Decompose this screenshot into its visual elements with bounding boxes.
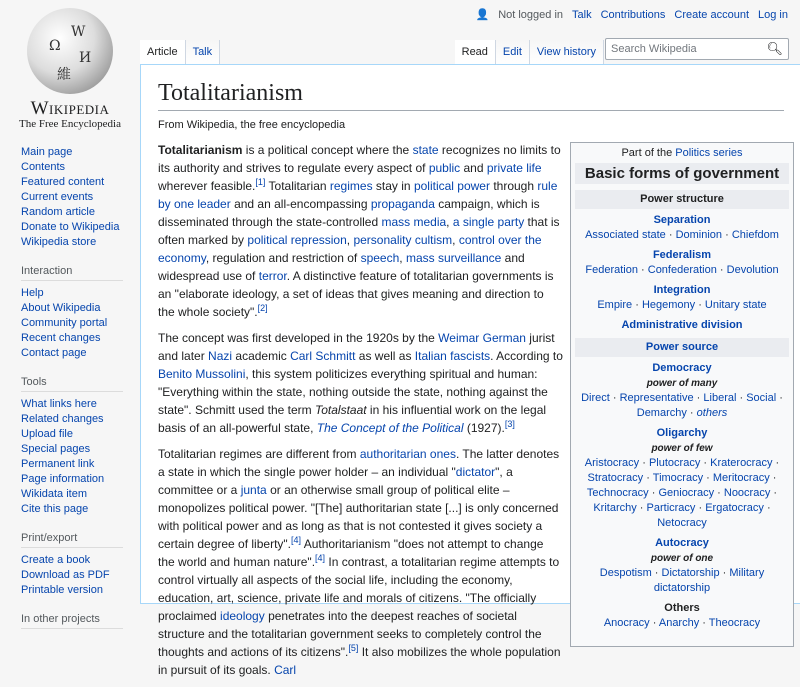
sidebar-heading[interactable]: In other projects	[21, 613, 123, 629]
infobox-link[interactable]: Kraterocracy	[710, 457, 773, 469]
infobox-link[interactable]: Technocracy	[586, 487, 649, 499]
wiki-link[interactable]: Carl	[274, 663, 297, 677]
infobox-group	[575, 536, 789, 596]
text: or an otherwise small group of political elite – monopolizes political power. "[The] authoritarian state [...] is only concerned with political power and as long as that is not contested it gives society a certain degree of liberty".	[158, 483, 559, 551]
text: as well as	[355, 349, 415, 363]
infobox-link[interactable]: others	[696, 407, 728, 419]
sidebar-link[interactable]: Permanent link	[21, 458, 95, 470]
text: . A distinctive feature of totalitarian governments is an "elaborate ideology, a set of ideas that gives meaning and direction to the whole society".	[158, 269, 554, 319]
group-items	[575, 456, 789, 531]
text: It also mobilizes the whole population in pursuit of its goals.	[158, 645, 561, 677]
wikipedia-logo[interactable]	[12, 8, 128, 128]
separator: ·	[714, 487, 724, 499]
reference[interactable]: [1]	[255, 177, 266, 187]
wiki-link[interactable]: Benito Mussolini	[158, 367, 246, 381]
wiki-link[interactable]: Italian fascists	[414, 349, 491, 363]
infobox-link[interactable]: Dominion	[675, 229, 723, 241]
infobox-link[interactable]: Military dictatorship	[653, 567, 765, 594]
tab-article[interactable]: Article	[140, 40, 186, 65]
sidebar-link[interactable]: Download as PDF	[21, 569, 110, 581]
talk-link[interactable]: Talk	[572, 8, 592, 21]
infobox-link[interactable]: Stratocracy	[587, 472, 644, 484]
text: through	[489, 179, 538, 193]
sidebar-link[interactable]: Contents	[21, 161, 66, 173]
separator: ·	[722, 229, 732, 241]
separator: ·	[637, 264, 648, 276]
group-title: Others	[664, 602, 700, 614]
infobox-group	[575, 283, 789, 313]
infobox-link[interactable]: Representative	[619, 392, 694, 404]
wiki-link[interactable]: Carl Schmitt	[290, 349, 356, 363]
sidebar-link[interactable]: Community portal	[21, 317, 108, 329]
infobox-link[interactable]: Meritocracy	[712, 472, 770, 484]
text: wherever feasible.	[158, 179, 256, 193]
infobox-section-header[interactable]: Power source	[575, 338, 789, 357]
sidebar-heading[interactable]: Tools	[21, 376, 123, 392]
infobox-section-header: Power structure	[575, 190, 789, 209]
text: and	[460, 161, 487, 175]
politics-series-link[interactable]: Politics series	[675, 147, 743, 159]
infobox-title: Basic forms of government	[575, 163, 789, 184]
infobox-link[interactable]: Chiefdom	[731, 229, 779, 241]
text: Totalitarian regimes are different from	[158, 447, 360, 461]
group-items	[575, 263, 789, 278]
wiki-link[interactable]: propaganda	[370, 197, 435, 211]
infobox-link[interactable]: Plutocracy	[648, 457, 701, 469]
infobox-link[interactable]: Theocracy	[708, 617, 761, 629]
separator: ·	[769, 472, 777, 484]
paragraph	[158, 445, 563, 679]
series-line	[575, 146, 789, 161]
separator: ·	[772, 457, 780, 469]
text: (1927).	[463, 421, 505, 435]
separator: ·	[609, 392, 620, 404]
sidebar-link[interactable]: Related changes	[21, 413, 104, 425]
group-title[interactable]: Administrative division	[621, 319, 743, 331]
text: ,	[446, 215, 453, 229]
text: Totalstaat	[315, 403, 367, 417]
tagline: The Free Encyclopedia	[18, 118, 121, 130]
separator: ·	[643, 472, 653, 484]
infobox-group	[575, 318, 789, 333]
infobox-link[interactable]: Noocracy	[723, 487, 771, 499]
infobox-link[interactable]: Direct	[581, 392, 610, 404]
text: and widespread use of	[158, 251, 525, 283]
infobox-link[interactable]: Netocracy	[657, 517, 707, 529]
series-prefix: Part of the	[621, 147, 676, 159]
group-subtitle: power of one	[650, 553, 714, 564]
group-title[interactable]: Autocracy	[655, 537, 709, 549]
separator: ·	[770, 487, 778, 499]
infobox-link[interactable]: Timocracy	[652, 472, 704, 484]
group-title[interactable]: Oligarchy	[656, 427, 708, 439]
login-status: Not logged in	[498, 8, 564, 21]
sidebar-link[interactable]: Cite this page	[21, 503, 89, 515]
sidebar-link[interactable]: Create a book	[21, 554, 91, 566]
sidebar-link[interactable]: Recent changes	[21, 332, 101, 344]
separator: ·	[693, 392, 704, 404]
infobox-group	[575, 213, 789, 243]
reference[interactable]: [2]	[257, 303, 268, 313]
wiki-link[interactable]: a single party	[452, 215, 525, 229]
infobox-group	[575, 361, 789, 421]
wiki-link[interactable]: mass surveillance	[405, 251, 502, 265]
text: ,	[346, 233, 354, 247]
contributions-link[interactable]: Contributions	[600, 8, 666, 21]
infobox-group	[575, 601, 789, 631]
group-title[interactable]: Separation	[653, 214, 711, 226]
separator: ·	[719, 567, 730, 579]
text: is a political concept where the	[242, 143, 413, 157]
wiki-link[interactable]: terror	[258, 269, 287, 283]
sidebar	[21, 145, 131, 634]
separator: ·	[651, 567, 662, 579]
view-tabs	[455, 40, 604, 65]
text: In contrast, a totalitarian regime attempts to control virtually all aspects of the social life, including the economy, education, art, science, private life and morals of citizens. "The officially proclaimed	[158, 555, 560, 623]
infobox-group	[575, 426, 789, 531]
tab-edit[interactable]: Edit	[496, 40, 530, 65]
separator: ·	[716, 264, 727, 276]
wiki-link[interactable]: rule by one leader	[158, 179, 558, 211]
separator: ·	[695, 502, 706, 514]
sidebar-link[interactable]: Donate to Wikipedia	[21, 221, 120, 233]
sidebar-section	[21, 532, 131, 598]
sidebar-link[interactable]: What links here	[21, 398, 97, 410]
infobox-link[interactable]: Federation	[585, 264, 638, 276]
infobox-link[interactable]: Associated state	[585, 229, 666, 241]
sidebar-section	[21, 613, 131, 629]
reference[interactable]: [5]	[348, 643, 359, 653]
infobox-link[interactable]: Confederation	[647, 264, 717, 276]
group-items	[575, 298, 789, 313]
wiki-link[interactable]: control over the economy	[158, 233, 542, 265]
text: , this system politicizes everything spiritual and human: "Everything within the state, nothing outside the state, nothing against the state". Schmitt used the term	[158, 367, 548, 417]
infobox-link[interactable]: Hegemony	[641, 299, 696, 311]
search-placeholder: Search Wikipedia	[611, 43, 697, 55]
text: . According to	[490, 349, 563, 363]
group-items	[575, 566, 789, 596]
wiki-link[interactable]: mass media	[381, 215, 447, 229]
paragraph	[158, 141, 563, 321]
sidebar-link[interactable]: About Wikipedia	[21, 302, 101, 314]
separator: ·	[649, 617, 659, 629]
wiki-link[interactable]: personality cultism	[353, 233, 453, 247]
search-input[interactable]	[605, 38, 789, 60]
sidebar-link[interactable]: Random article	[21, 206, 95, 218]
nav-main	[21, 145, 131, 250]
wiki-link[interactable]: political power	[413, 179, 490, 193]
tab-talk[interactable]: Talk	[186, 40, 221, 65]
globe-icon: Ω W И 維	[27, 8, 113, 94]
wiki-link[interactable]: political repression	[247, 233, 347, 247]
text: stay in	[372, 179, 414, 193]
text: recognizes no limits to its authority and strives to regulate every aspect of	[158, 143, 561, 175]
sidebar-link[interactable]: Contact page	[21, 347, 87, 359]
text: Authoritarianism "does not attempt to change the world and human nature".	[158, 537, 544, 569]
log-in-link[interactable]: Log in	[758, 8, 788, 21]
group-items	[575, 616, 789, 631]
sidebar-section	[21, 376, 131, 517]
text: campaign, which is disseminated through the state-controlled	[158, 197, 540, 229]
group-title[interactable]: Democracy	[652, 362, 712, 374]
wiki-link[interactable]: private life	[486, 161, 542, 175]
personal-tools	[475, 8, 788, 21]
infobox-link[interactable]: Devolution	[726, 264, 779, 276]
infobox-group	[575, 248, 789, 278]
text: penetrates into the deepest reaches of societal structure and the totalitarian government seeks to completely control the thoughts and actions of its citizens".	[158, 609, 542, 659]
infobox-link[interactable]: Ergatocracy	[705, 502, 764, 514]
separator: ·	[776, 392, 783, 404]
group-subtitle: power of few	[651, 443, 713, 454]
wiki-link[interactable]: authoritarian ones	[359, 447, 456, 461]
text: Totalitarian	[265, 179, 330, 193]
paragraph	[158, 329, 563, 437]
infobox-link[interactable]: Empire	[597, 299, 633, 311]
text: and an all-encompassing	[230, 197, 371, 211]
infobox-link[interactable]: Liberal	[703, 392, 737, 404]
wiki-link[interactable]: state	[412, 143, 439, 157]
sidebar-heading[interactable]: Interaction	[21, 265, 123, 281]
infobox-link[interactable]: Dictatorship	[661, 567, 720, 579]
sidebar-link[interactable]: Current events	[21, 191, 94, 203]
wiki-link[interactable]: speech	[360, 251, 400, 265]
sidebar-link[interactable]: Main page	[21, 146, 73, 158]
text: , regulation and restriction of	[205, 251, 361, 265]
wiki-link[interactable]: dictator	[455, 465, 496, 479]
infobox-link[interactable]: Geniocracy	[658, 487, 715, 499]
wiki-link[interactable]: regimes	[329, 179, 373, 193]
sidebar-link[interactable]: Page information	[21, 473, 105, 485]
separator: ·	[700, 457, 711, 469]
separator: ·	[695, 299, 705, 311]
wordmark: Wikipedia	[30, 98, 110, 119]
wiki-link[interactable]: Weimar German	[438, 331, 526, 345]
text: ,	[452, 233, 459, 247]
separator: ·	[639, 457, 649, 469]
site-sub: From Wikipedia, the free encyclopedia	[158, 119, 346, 131]
separator: ·	[736, 392, 747, 404]
separator: ·	[686, 407, 697, 419]
group-subtitle: power of many	[646, 378, 718, 389]
reference[interactable]: [3]	[504, 419, 515, 429]
article-body	[158, 141, 563, 687]
sidebar-link[interactable]: Printable version	[21, 584, 103, 596]
sidebar-link[interactable]: Wikipedia store	[21, 236, 97, 248]
infobox-link[interactable]: Aristocracy	[584, 457, 640, 469]
group-items	[575, 391, 789, 421]
group-items	[575, 228, 789, 243]
infobox-link[interactable]: Kritarchy	[593, 502, 637, 514]
infobox-link[interactable]: Anocracy	[603, 617, 650, 629]
sidebar-link[interactable]: Special pages	[21, 443, 91, 455]
separator: ·	[763, 502, 771, 514]
reference[interactable]: [4]	[291, 535, 302, 545]
infobox-link[interactable]: Anarchy	[658, 617, 700, 629]
page-title: Totalitarianism	[158, 80, 784, 111]
sidebar-link[interactable]: Upload file	[21, 428, 73, 440]
group-title[interactable]: Federalism	[652, 249, 712, 261]
infobox-link[interactable]: Unitary state	[704, 299, 767, 311]
separator: ·	[636, 502, 647, 514]
tab-read[interactable]: Read	[455, 40, 496, 65]
text: in his influential work on the legal basis of an all-powerful state,	[158, 403, 547, 435]
infobox-link[interactable]: Social	[746, 392, 777, 404]
infobox	[570, 142, 794, 647]
text: . The latter denotes a state in which the single power holder – an individual "	[158, 447, 560, 479]
separator: ·	[665, 229, 676, 241]
search-icon[interactable]: 🔍︎	[766, 41, 783, 56]
sidebar-link[interactable]: Help	[21, 287, 44, 299]
text: ,	[399, 251, 406, 265]
namespace-tabs	[140, 40, 220, 65]
user-icon: 👤	[475, 9, 490, 21]
infobox-link[interactable]: Particracy	[646, 502, 696, 514]
wiki-link[interactable]: Nazi	[208, 349, 233, 363]
separator: ·	[699, 617, 709, 629]
wiki-link[interactable]: ideology	[220, 609, 265, 623]
sidebar-link[interactable]: Featured content	[21, 176, 105, 188]
separator: ·	[703, 472, 713, 484]
create-account-link[interactable]: Create account	[674, 8, 750, 21]
infobox-link[interactable]: Despotism	[599, 567, 652, 579]
sidebar-heading[interactable]: Print/export	[21, 532, 123, 548]
reference[interactable]: [4]	[315, 553, 326, 563]
separator: ·	[632, 299, 642, 311]
wiki-link[interactable]: The Concept of the Political	[316, 421, 464, 435]
text: that is often marked by	[158, 215, 560, 247]
separator: ·	[648, 487, 659, 499]
sidebar-link[interactable]: Wikidata item	[21, 488, 88, 500]
tab-view-history[interactable]: View history	[530, 40, 604, 65]
wiki-link[interactable]: public	[428, 161, 461, 175]
text: academic	[232, 349, 291, 363]
group-title[interactable]: Integration	[653, 284, 711, 296]
infobox-link[interactable]: Demarchy	[636, 407, 687, 419]
text: ", a committee or a	[158, 465, 513, 497]
text: jurist and later	[158, 331, 555, 363]
text: The concept was first developed in the 1920s by the	[158, 331, 439, 345]
wiki-link[interactable]: junta	[240, 483, 267, 497]
bold-term: Totalitarianism	[158, 143, 243, 157]
content	[140, 64, 800, 677]
sidebar-section	[21, 265, 131, 361]
